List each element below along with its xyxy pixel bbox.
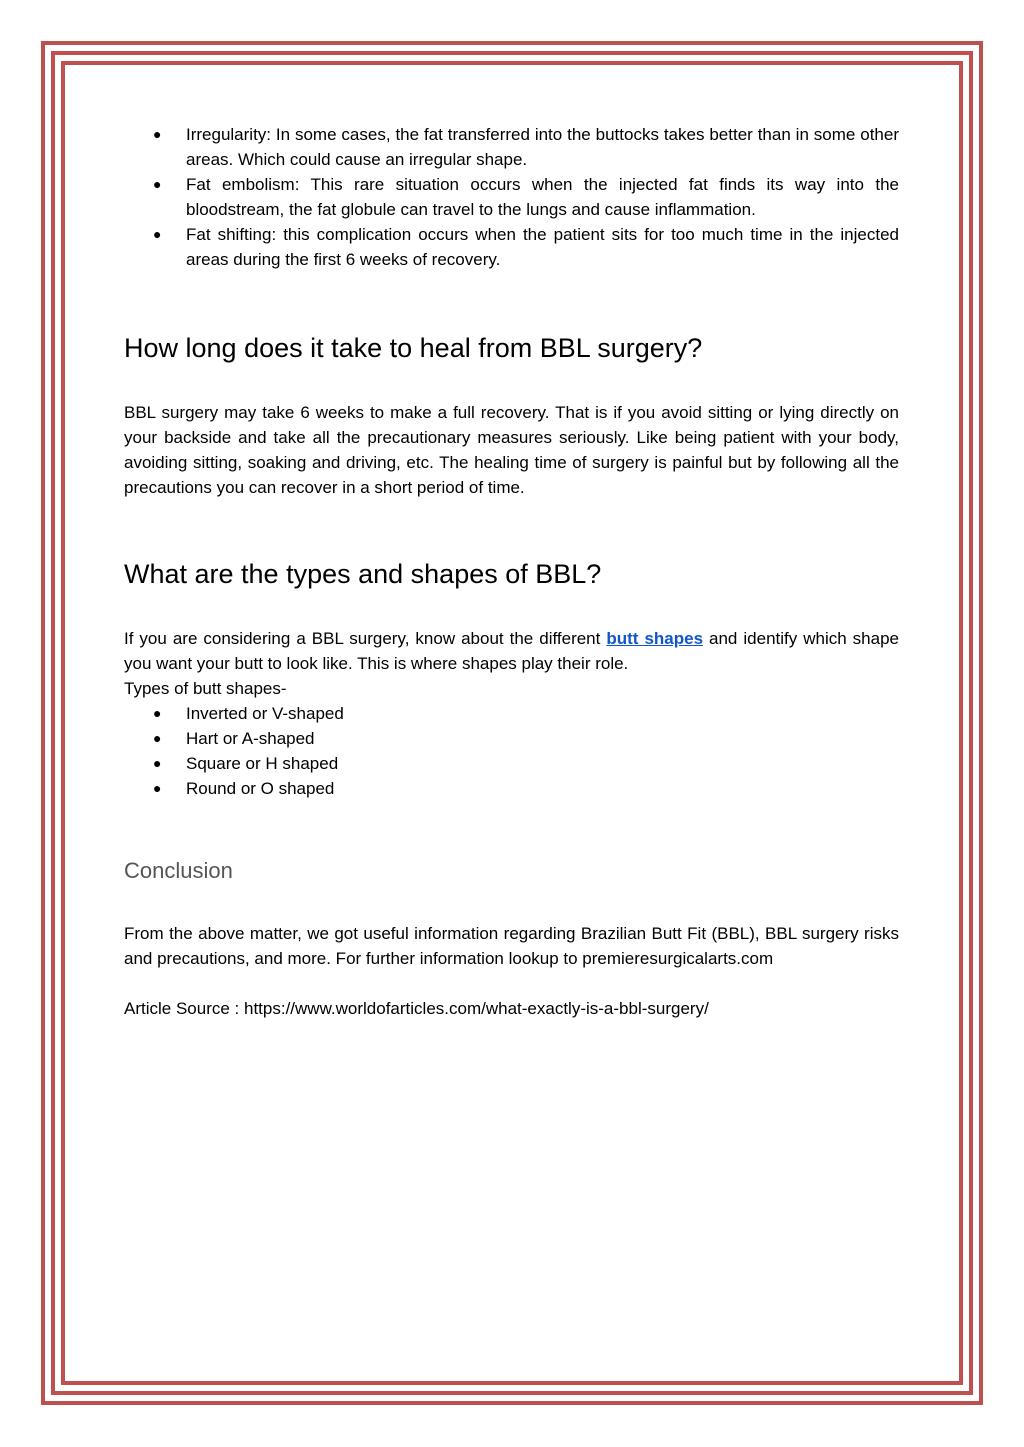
list-item-text: Irregularity: In some cases, the fat transferred into the buttocks takes better than in some other areas. Which could cause an irregular shape. — [186, 125, 899, 169]
list-item — [124, 701, 899, 726]
list-item — [124, 776, 899, 801]
heal-heading: How long does it take to heal from BBL surgery? — [124, 333, 703, 363]
shapes-list — [124, 701, 899, 801]
list-item — [124, 122, 899, 172]
bullet-icon: ● — [153, 730, 162, 746]
list-item — [124, 726, 899, 751]
bullet-icon: ● — [153, 705, 162, 721]
heal-paragraph: BBL surgery may take 6 weeks to make a full recovery. That is if you avoid sitting or lying directly on your backside and take all the precautionary measures seriously. Like being patient with your body, avoiding sitting, soaking and driving, etc. The healing time of surgery is painful but by following all the precautions you can recover in a short period of time. — [124, 403, 899, 497]
bullet-icon: ● — [153, 176, 162, 192]
types-paragraph — [124, 626, 899, 676]
conclusion-heading: Conclusion — [124, 858, 233, 883]
bullet-icon: ● — [153, 780, 162, 796]
bullet-icon: ● — [153, 126, 162, 142]
bullet-icon: ● — [153, 755, 162, 771]
document-body — [124, 122, 899, 1021]
list-item-text: Inverted or V-shaped — [186, 704, 344, 723]
list-item — [124, 751, 899, 776]
list-item — [124, 222, 899, 272]
article-source: Article Source : https://www.worldofarticles.com/what-exactly-is-a-bbl-surgery/ — [124, 999, 709, 1018]
list-item-text: Square or H shaped — [186, 754, 339, 773]
bullet-icon: ● — [153, 226, 162, 242]
list-item-text: Round or O shaped — [186, 779, 335, 798]
list-item-text: Fat embolism: This rare situation occurs when the injected fat finds its way into the bloodstream, the fat globule can travel to the lungs and cause inflammation. — [186, 175, 899, 219]
list-item — [124, 172, 899, 222]
list-item-text: Hart or A-shaped — [186, 729, 315, 748]
types-text-before: If you are considering a BBL surgery, know about the different — [124, 629, 607, 648]
list-item-text: Fat shifting: this complication occurs when the patient sits for too much time in the injected areas during the first 6 weeks of recovery. — [186, 225, 899, 269]
types-text-after: and identify which shape you want your butt to look like. This is where shapes play their role. — [124, 629, 900, 673]
conclusion-paragraph: From the above matter, we got useful information regarding Brazilian Butt Fit (BBL), BBL surgery risks and precautions, and more. For further information lookup to premieresurgicalarts.com — [124, 924, 899, 968]
butt-shapes-link[interactable]: butt shapes — [606, 629, 704, 648]
shapes-intro: Types of butt shapes- — [124, 679, 287, 698]
risks-list — [124, 122, 899, 272]
types-heading: What are the types and shapes of BBL? — [124, 559, 602, 589]
